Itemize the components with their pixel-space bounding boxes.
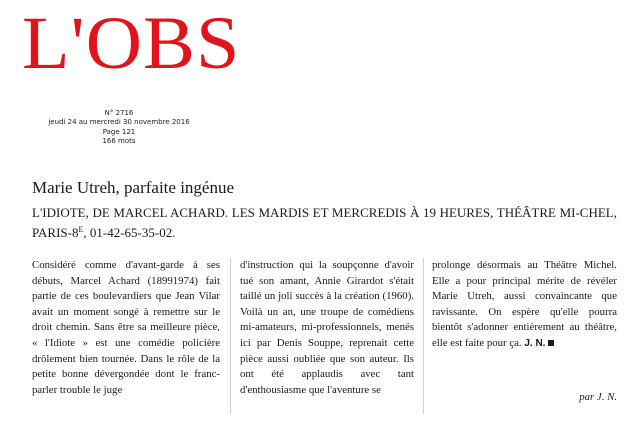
column-3-text: prolonge désormais au Théâtre Michel. Elle a pour principal mérite de révéler Marie Utreh, aussi convaincante que ravissante. On espère qu'elle pourra bientôt s'adonner entièrement au théâtre, elle est faite pour ça. — [432, 259, 617, 349]
chapo-superscript: E — [78, 225, 84, 234]
article-column-1: Considéré comme d'avant-garde à ses débuts, Marcel Achard (18991974) fait partie de ces boulevardiers que Jean Vilar avait un moment songé à remettre sur le droit chemin. Sans être sa meilleure pièce, « l'Idiote » est une comédie policière drôlement bien tournée. Dans le rôle de la petite bonne dévergondée dont le franc-parler trouble le juge — [32, 259, 220, 396]
article-column-2: d'instruction qui la soupçonne d'avoir tué son amant, Annie Girardot s'était taillé un joli succès à la création (1960). Voilà un an, une troupe de comédiens mi-amateurs, mi-professionnels, menés ici par Denis Souppe, reprenait cette pièce aussi oubliée que son auteur. Ils ont été applaudis avec tant d'enthousiasme que l'aventure se — [240, 259, 414, 396]
article-column-3 — [432, 258, 617, 352]
chapo-phone: , 01-42-65-35-02. — [83, 225, 176, 240]
article-byline: par J. N. — [579, 391, 617, 403]
author-initials: J. N. — [524, 337, 546, 349]
chapo-text: L'IDIOTE, DE MARCEL ACHARD. LES MARDIS ET MERCREDIS À 19 HEURES, THÉÂTRE MI-CHEL, PARIS-8 — [32, 205, 617, 240]
article-chapo — [32, 204, 617, 241]
article-metadata — [26, 109, 212, 147]
article-title: Marie Utreh, parfaite ingénue — [32, 178, 235, 197]
issue-number: N° 2716 — [104, 109, 134, 117]
page-number: Page 121 — [102, 127, 136, 136]
word-count: 166 mots — [102, 137, 136, 146]
end-of-article-mark — [548, 340, 554, 346]
column-divider — [423, 258, 424, 414]
column-divider — [230, 258, 231, 414]
issue-dates: jeudi 24 au mercredi 30 novembre 2016 — [48, 118, 190, 127]
publication-logo: L'OBS — [22, 0, 241, 85]
